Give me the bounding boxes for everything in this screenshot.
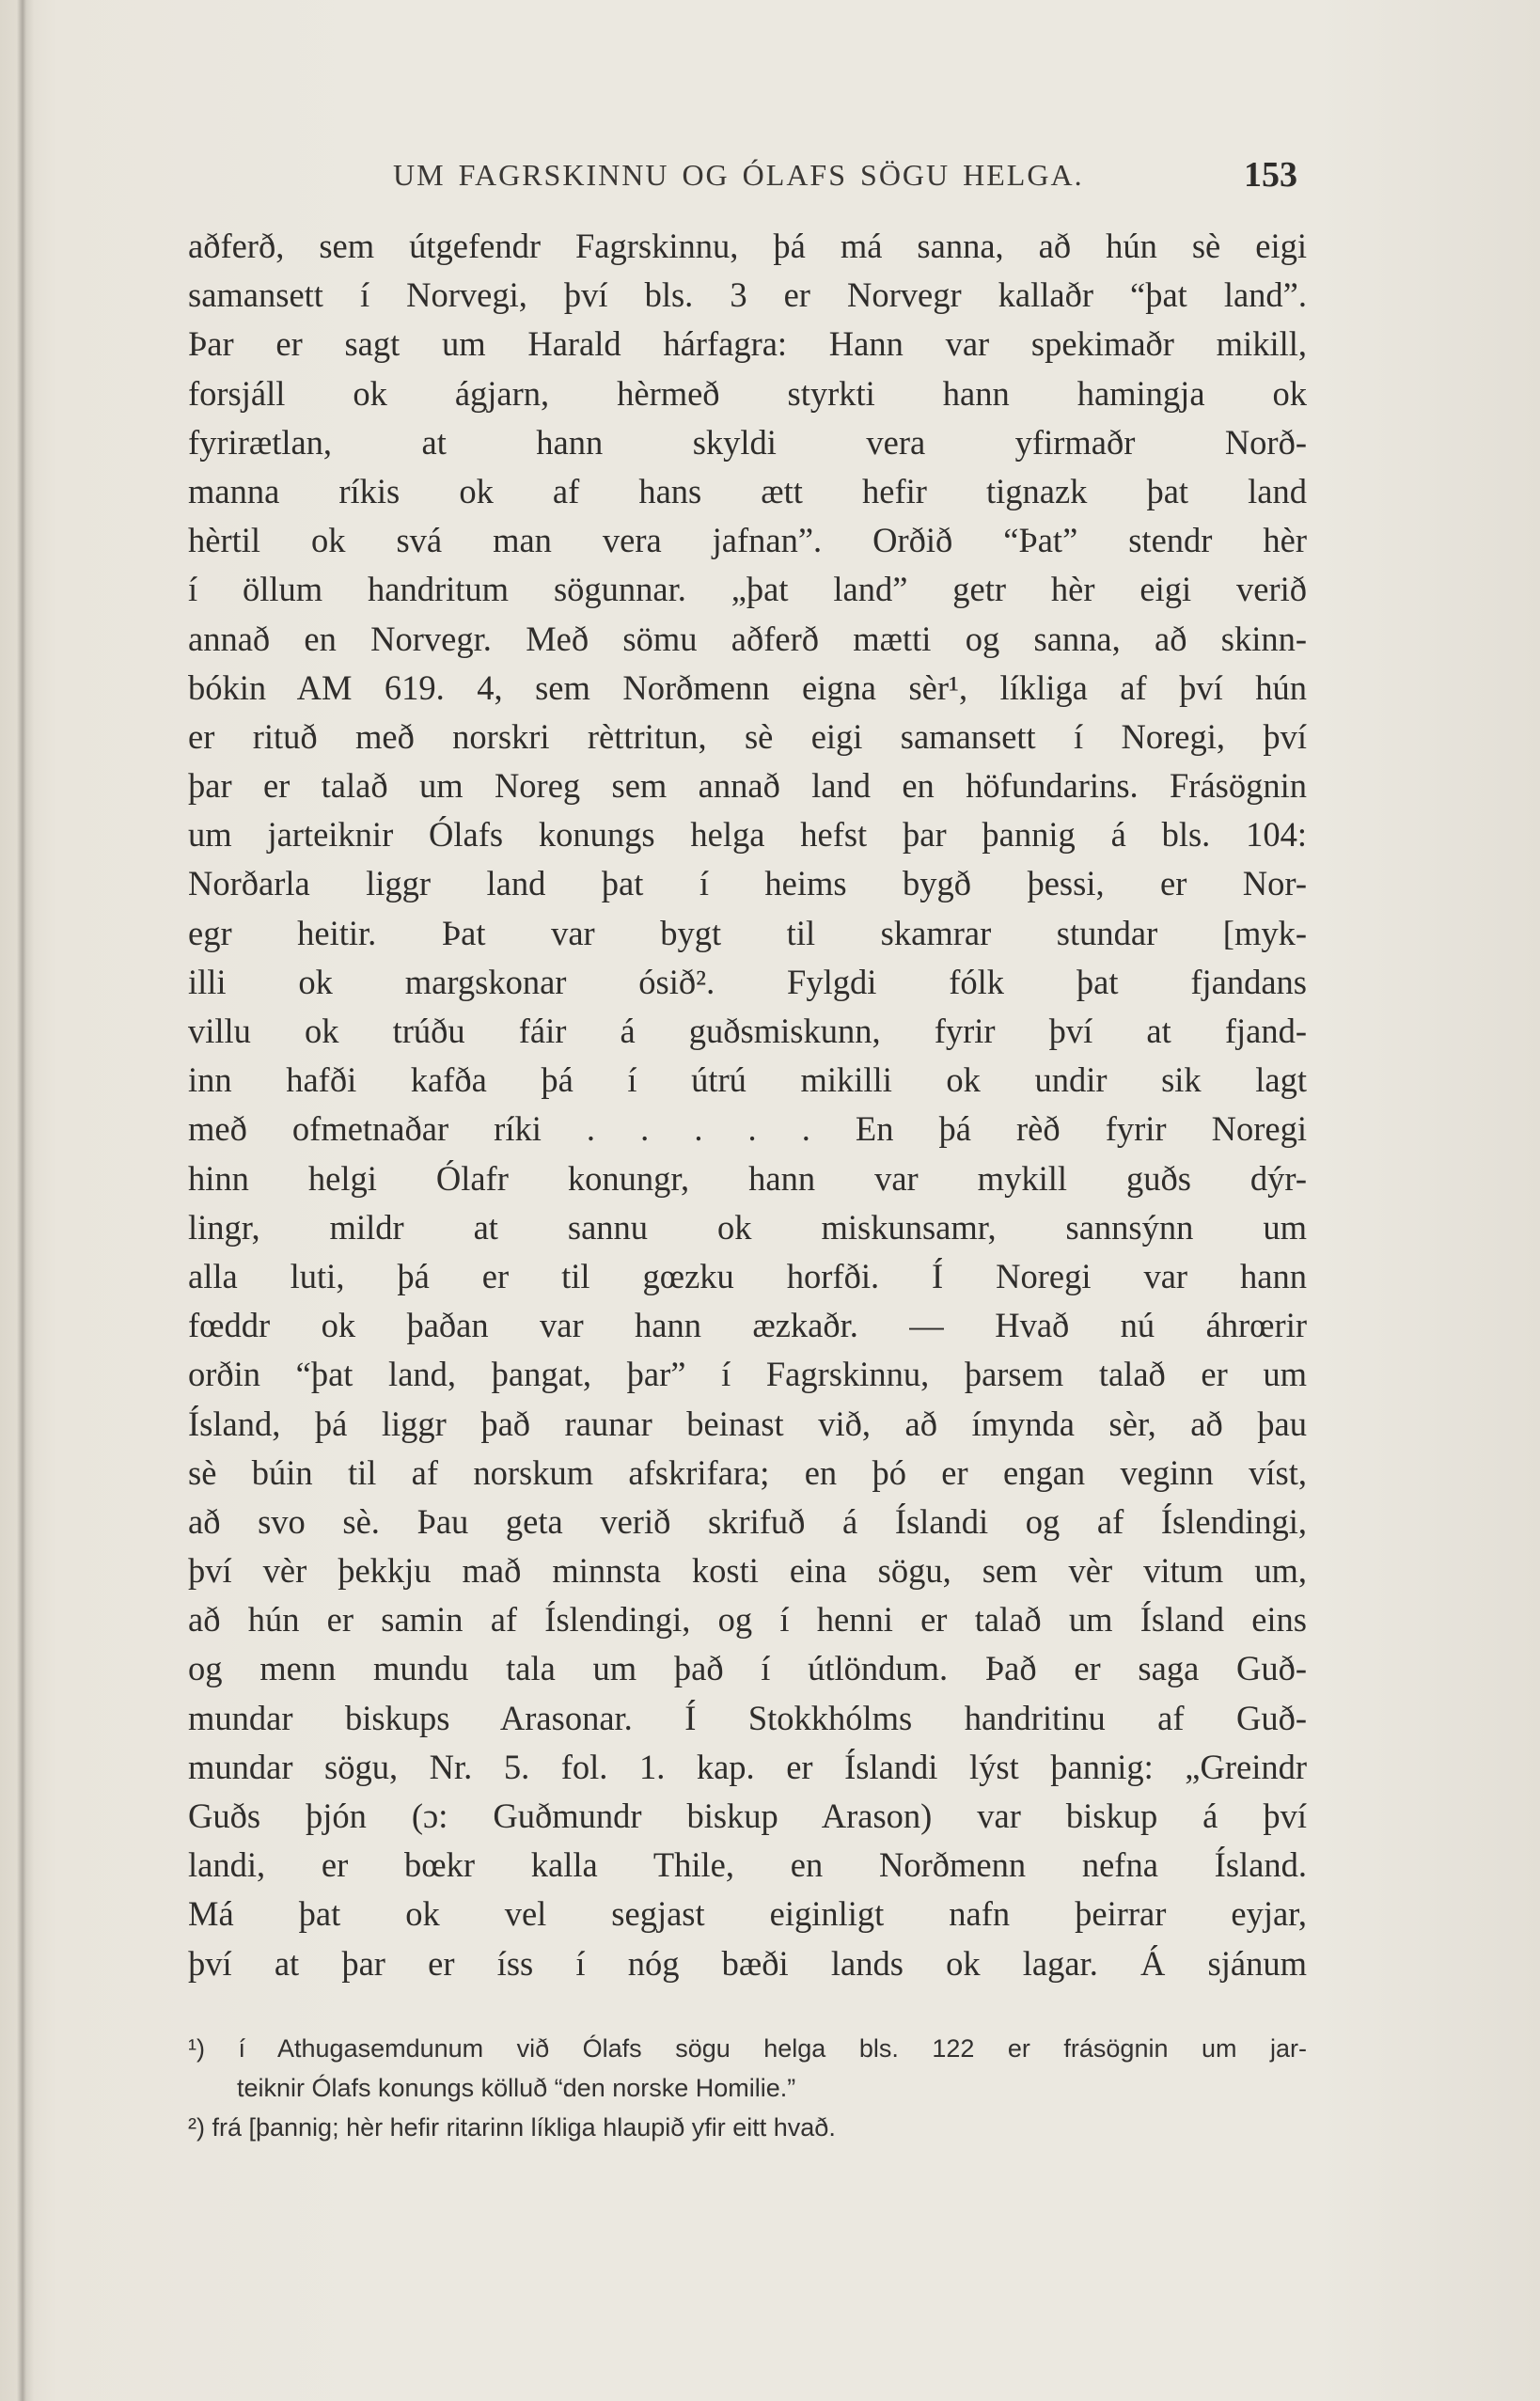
running-title: UM FAGRSKINNU OG ÓLAFS SÖGU HELGA.: [393, 158, 1084, 192]
text-line: því vèr þekkju mað minnsta kosti eina sögu, sem vèr vitum um,: [188, 1551, 1307, 1591]
text-line: mundar sögu, Nr. 5. fol. 1. kap. er Íslandi lýst þannig: „Greindr: [188, 1747, 1307, 1786]
text-line: lingr, mildr at sannu ok miskunsamr, sannsýnn um: [188, 1207, 1307, 1247]
text-line: þar er talað um Noreg sem annað land en höfundarins. Frásögnin: [188, 766, 1307, 806]
text-line: landi, er bœkr kalla Thile, en Norðmenn nefna Ísland.: [188, 1845, 1307, 1885]
text-line: annað en Norvegr. Með sömu aðferð mætti og sanna, að skinn-: [188, 619, 1307, 658]
body-text: [188, 222, 1307, 1988]
text-line: að svo sè. Þau geta verið skrifuð á Íslandi og af Íslendingi,: [188, 1501, 1307, 1541]
text-line: bókin AM 619. 4, sem Norðmenn eigna sèr¹, líkliga af því hún: [188, 667, 1307, 707]
text-line: fyrirætlan, at hann skyldi vera yfirmaðr Norð-: [188, 422, 1307, 462]
text-line: í öllum handritum sögunnar. „þat land” getr hèr eigi verið: [188, 570, 1307, 609]
text-line: fœddr ok þaðan var hann æzkaðr. — Hvað nú áhrœrir: [188, 1306, 1307, 1345]
footnote-2: ²) frá [þannig; hèr hefir ritarinn líkliga hlaupið yfir eitt hvað.: [188, 2113, 836, 2142]
text-line: inn hafði kafða þá í útrú mikilli ok undir sik lagt: [188, 1060, 1307, 1100]
text-line: Norðarla liggr land þat í heims bygð þessi, er Nor-: [188, 864, 1307, 903]
text-line: Ísland, þá liggr það raunar beinast við, að ímynda sèr, að þau: [188, 1404, 1307, 1443]
text-line: Þar er sagt um Harald hárfagra: Hann var spekimaðr mikill,: [188, 324, 1307, 364]
text-line: alla luti, þá er til gœzku horfði. Í Noregi var hann: [188, 1256, 1307, 1295]
text-line: aðferð, sem útgefendr Fagrskinnu, þá má sanna, að hún sè eigi: [188, 227, 1307, 265]
text-line: því at þar er íss í nóg bæði lands ok lagar. Á sjánum: [188, 1943, 1307, 1983]
text-line: mundar biskups Arasonar. Í Stokkhólms handritinu af Guð-: [188, 1698, 1307, 1737]
text-line: samansett í Norvegi, því bls. 3 er Norvegr kallaðr “þat land”.: [188, 275, 1307, 315]
footnote-1-line-2: teiknir Ólafs konungs kölluð “den norske Homilie.”: [237, 2074, 796, 2102]
footnote-1-line-1: ¹) í Athugasemdunum við Ólafs sögu helga bls. 122 er frásögnin um jar-: [188, 2034, 1307, 2063]
running-head: [188, 155, 1307, 199]
page-binding-shadow: [17, 0, 34, 2401]
page-number: 153: [1244, 155, 1297, 195]
text-line: að hún er samin af Íslendingi, og í henni er talað um Ísland eins: [188, 1600, 1307, 1640]
text-line: villu ok trúðu fáir á guðsmiskunn, fyrir því at fjand-: [188, 1012, 1307, 1050]
text-line: og menn mundu tala um það í útlöndum. Það er saga Guð-: [188, 1649, 1307, 1688]
text-line: manna ríkis ok af hans ætt hefir tignazk þat land: [188, 471, 1307, 510]
text-line: með ofmetnaðar ríki . . . . . En þá rèð fyrir Noregi: [188, 1109, 1307, 1149]
text-line: Guðs þjón (ɔ: Guðmundr biskup Arason) var biskup á því: [188, 1797, 1307, 1835]
text-line: um jarteiknir Ólafs konungs helga hefst þar þannig á bls. 104:: [188, 815, 1307, 855]
text-line: egr heitir. Þat var bygt til skamrar stundar [myk-: [188, 913, 1307, 952]
text-line: hinn helgi Ólafr konungr, hann var mykill guðs dýr-: [188, 1158, 1307, 1198]
text-line: er rituð með norskri rèttritun, sè eigi samansett í Noregi, því: [188, 716, 1307, 756]
text-line: orðin “þat land, þangat, þar” í Fagrskinnu, þarsem talað er um: [188, 1355, 1307, 1394]
text-line: illi ok margskonar ósið². Fylgdi fólk þat fjandans: [188, 962, 1307, 1001]
text-line: forsjáll ok ágjarn, hèrmeð styrkti hann hamingja ok: [188, 373, 1307, 413]
footnotes: [188, 2029, 1307, 2147]
text-line: Má þat ok vel segjast eiginligt nafn þeirrar eyjar,: [188, 1894, 1307, 1934]
text-line: sè búin til af norskum afskrifara; en þó er engan veginn víst,: [188, 1452, 1307, 1492]
text-line: hèrtil ok svá man vera jafnan”. Orðið “Þat” stendr hèr: [188, 521, 1307, 560]
